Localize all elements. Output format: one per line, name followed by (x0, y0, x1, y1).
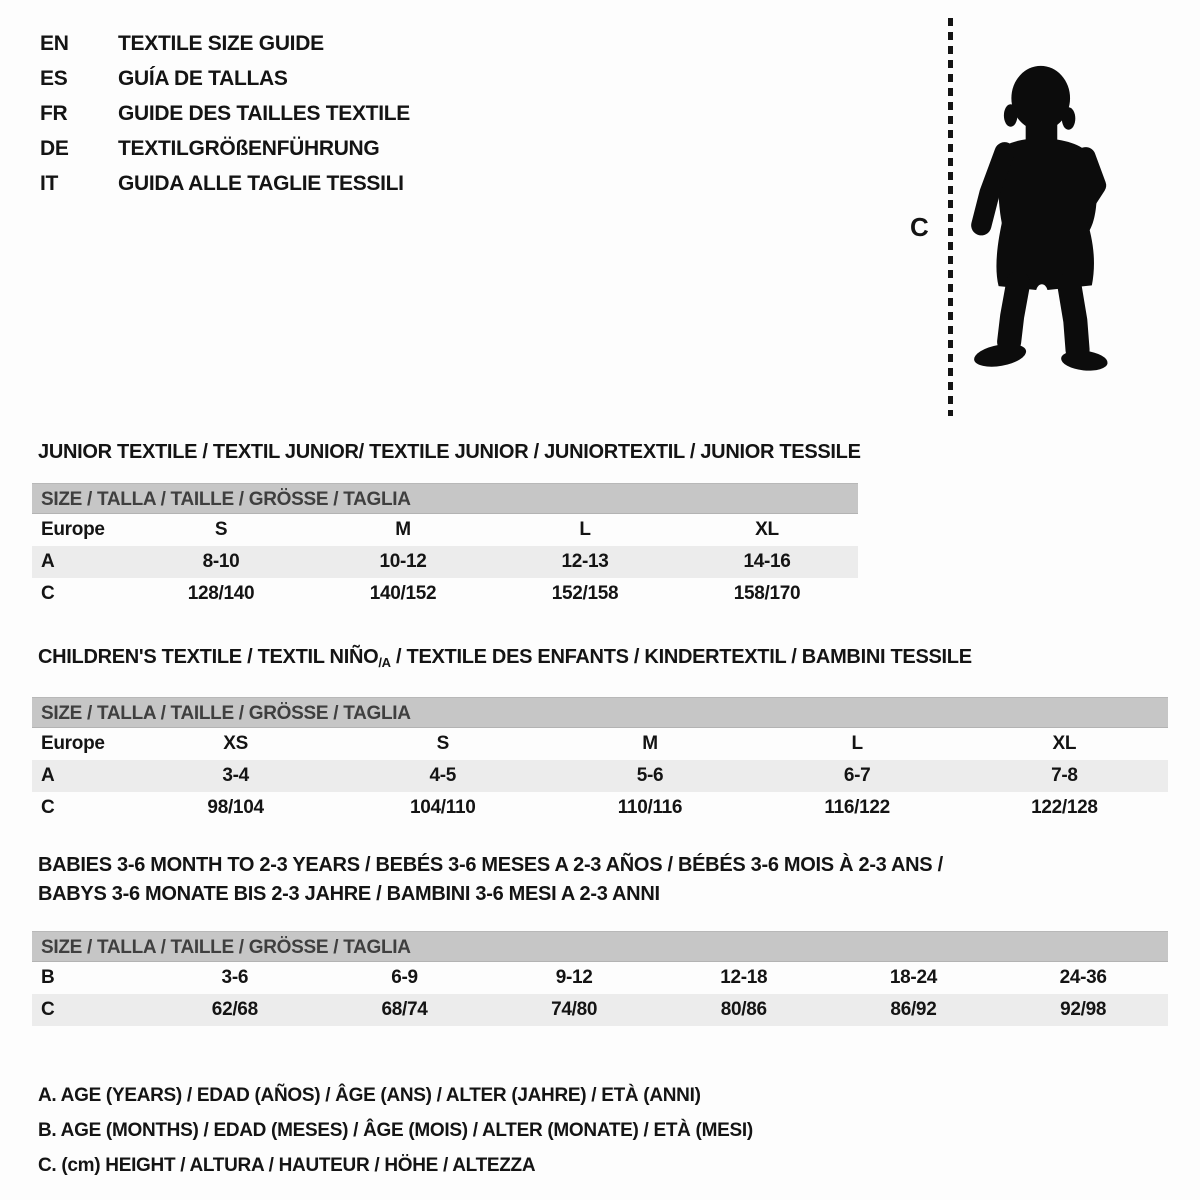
table-row (32, 792, 1168, 824)
junior-size-table (32, 514, 858, 610)
table-row (32, 962, 1168, 994)
language-title-list (40, 26, 410, 201)
size-cell: 152/158 (551, 583, 619, 604)
children-section-heading (38, 645, 1168, 675)
language-row (40, 96, 410, 131)
legend-line-a: A. AGE (YEARS) / EDAD (AÑOS) / ÂGE (ANS) / ALTER (JAHRE) / ETÀ (ANNI) (38, 1085, 701, 1106)
table-row (32, 546, 858, 578)
table-row (32, 578, 858, 610)
size-cell: 92/98 (1060, 999, 1107, 1020)
row-label: C (41, 583, 55, 604)
size-cell: 5-6 (636, 765, 664, 786)
children-textile-section (32, 645, 1168, 824)
size-cell: M (642, 733, 658, 754)
size-cell: 128/140 (187, 583, 255, 604)
legend-line-b: B. AGE (MONTHS) / EDAD (MESES) / ÂGE (MOIS) / ALTER (MONATE) / ETÀ (MESI) (38, 1120, 753, 1141)
row-label: C (41, 797, 55, 818)
height-dashed-line (948, 18, 953, 416)
size-cell: 122/128 (1031, 797, 1098, 818)
row-label: Europe (41, 733, 105, 754)
size-cell: 24-36 (1059, 967, 1107, 988)
table-row (32, 994, 1168, 1026)
size-cell: 8-10 (202, 551, 240, 572)
size-header-bar: SIZE / TALLA / TAILLE / GRÖSSE / TAGLIA (32, 697, 1168, 728)
children-size-table (32, 728, 1168, 824)
size-cell: 62/68 (211, 999, 258, 1020)
junior-section-heading (38, 440, 1168, 464)
size-cell: 12-18 (720, 967, 768, 988)
size-cell: 6-9 (391, 967, 418, 988)
babies-heading-line2: BABYS 3-6 MONATE BIS 2-3 JAHRE / BAMBINI 3-6 MESI A 2-3 ANNI (38, 883, 660, 905)
header (0, 0, 1200, 432)
size-cell: 6-7 (843, 765, 871, 786)
size-cell: L (851, 733, 863, 754)
size-cell: M (395, 519, 411, 540)
language-row (40, 166, 410, 201)
size-cell: 7-8 (1051, 765, 1078, 786)
junior-size-table-wrap (32, 483, 858, 610)
tables-area (0, 440, 1200, 1183)
size-cell: 3-6 (221, 967, 249, 988)
children-size-table-wrap (32, 697, 1168, 824)
row-label: C (41, 999, 55, 1020)
table-row (32, 728, 1168, 760)
language-title: TEXTILGRÖßENFÜHRUNG (118, 136, 380, 160)
size-cell: 110/116 (617, 797, 683, 818)
size-cell: 4-5 (429, 765, 457, 786)
size-cell: 116/122 (824, 797, 890, 818)
size-header-bar: SIZE / TALLA / TAILLE / GRÖSSE / TAGLIA (32, 931, 1168, 962)
babies-textile-section (32, 851, 1168, 1026)
language-code: IT (40, 171, 59, 195)
language-code: EN (40, 31, 69, 55)
size-cell: L (579, 519, 591, 540)
language-code: DE (40, 136, 69, 160)
size-cell: 3-4 (222, 765, 249, 786)
children-heading-pre: CHILDREN'S TEXTILE / TEXTIL NIÑO (38, 646, 379, 668)
row-label: A (41, 765, 55, 786)
size-cell: 140/152 (369, 583, 437, 604)
babies-section-heading (38, 851, 1168, 909)
children-heading-post: / TEXTILE DES ENFANTS / KINDERTEXTIL / BAMBINI TESSILE (390, 646, 972, 668)
row-label: B (41, 967, 55, 988)
size-cell: 80/86 (720, 999, 767, 1020)
size-cell: 86/92 (890, 999, 937, 1020)
legend-line-c: C. (cm) HEIGHT / ALTURA / HAUTEUR / HÖHE / ALTEZZA (38, 1155, 536, 1176)
size-cell: S (214, 519, 228, 540)
size-cell: 9-12 (555, 967, 593, 988)
language-row (40, 131, 410, 166)
junior-textile-section (32, 440, 1168, 610)
row-label: A (41, 551, 55, 572)
language-code: ES (40, 66, 68, 90)
language-title: GUÍA DE TALLAS (118, 66, 288, 90)
size-cell: 12-13 (561, 551, 609, 572)
size-cell: 68/74 (381, 999, 428, 1020)
toddler-silhouette-icon (958, 14, 1146, 420)
language-title: GUIDA ALLE TAGLIE TESSILI (118, 171, 404, 195)
children-heading-sub: /A (378, 655, 391, 670)
size-cell: S (436, 733, 449, 754)
size-cell: 18-24 (889, 967, 937, 988)
measure-legend (38, 1078, 1168, 1183)
size-cell: 10-12 (379, 551, 427, 572)
size-cell: XL (1052, 733, 1077, 754)
babies-size-table (32, 962, 1168, 1026)
size-header-bar: SIZE / TALLA / TAILLE / GRÖSSE / TAGLIA (32, 483, 858, 514)
babies-heading-line1: BABIES 3-6 MONTH TO 2-3 YEARS / BEBÉS 3-6 MESES A 2-3 AÑOS / BÉBÉS 3-6 MOIS À 2-3 ANS / (38, 854, 943, 876)
table-row (32, 514, 858, 546)
height-measure-label: C (910, 212, 929, 242)
size-cell: 74/80 (551, 999, 598, 1020)
language-code: FR (40, 101, 68, 125)
junior-heading-text: JUNIOR TEXTILE / TEXTIL JUNIOR/ TEXTILE JUNIOR / JUNIORTEXTIL / JUNIOR TESSILE (38, 441, 861, 463)
language-title: TEXTILE SIZE GUIDE (118, 31, 324, 55)
language-row (40, 26, 410, 61)
size-cell: XS (223, 733, 248, 754)
size-cell: XL (755, 519, 779, 540)
size-cell: 98/104 (207, 797, 264, 818)
size-cell: 104/110 (410, 797, 476, 818)
row-label: Europe (41, 519, 105, 540)
language-row (40, 61, 410, 96)
babies-size-table-wrap (32, 931, 1168, 1026)
table-row (32, 760, 1168, 792)
size-cell: 158/170 (733, 583, 801, 604)
language-title: GUIDE DES TAILLES TEXTILE (118, 101, 410, 125)
size-cell: 14-16 (743, 551, 791, 572)
